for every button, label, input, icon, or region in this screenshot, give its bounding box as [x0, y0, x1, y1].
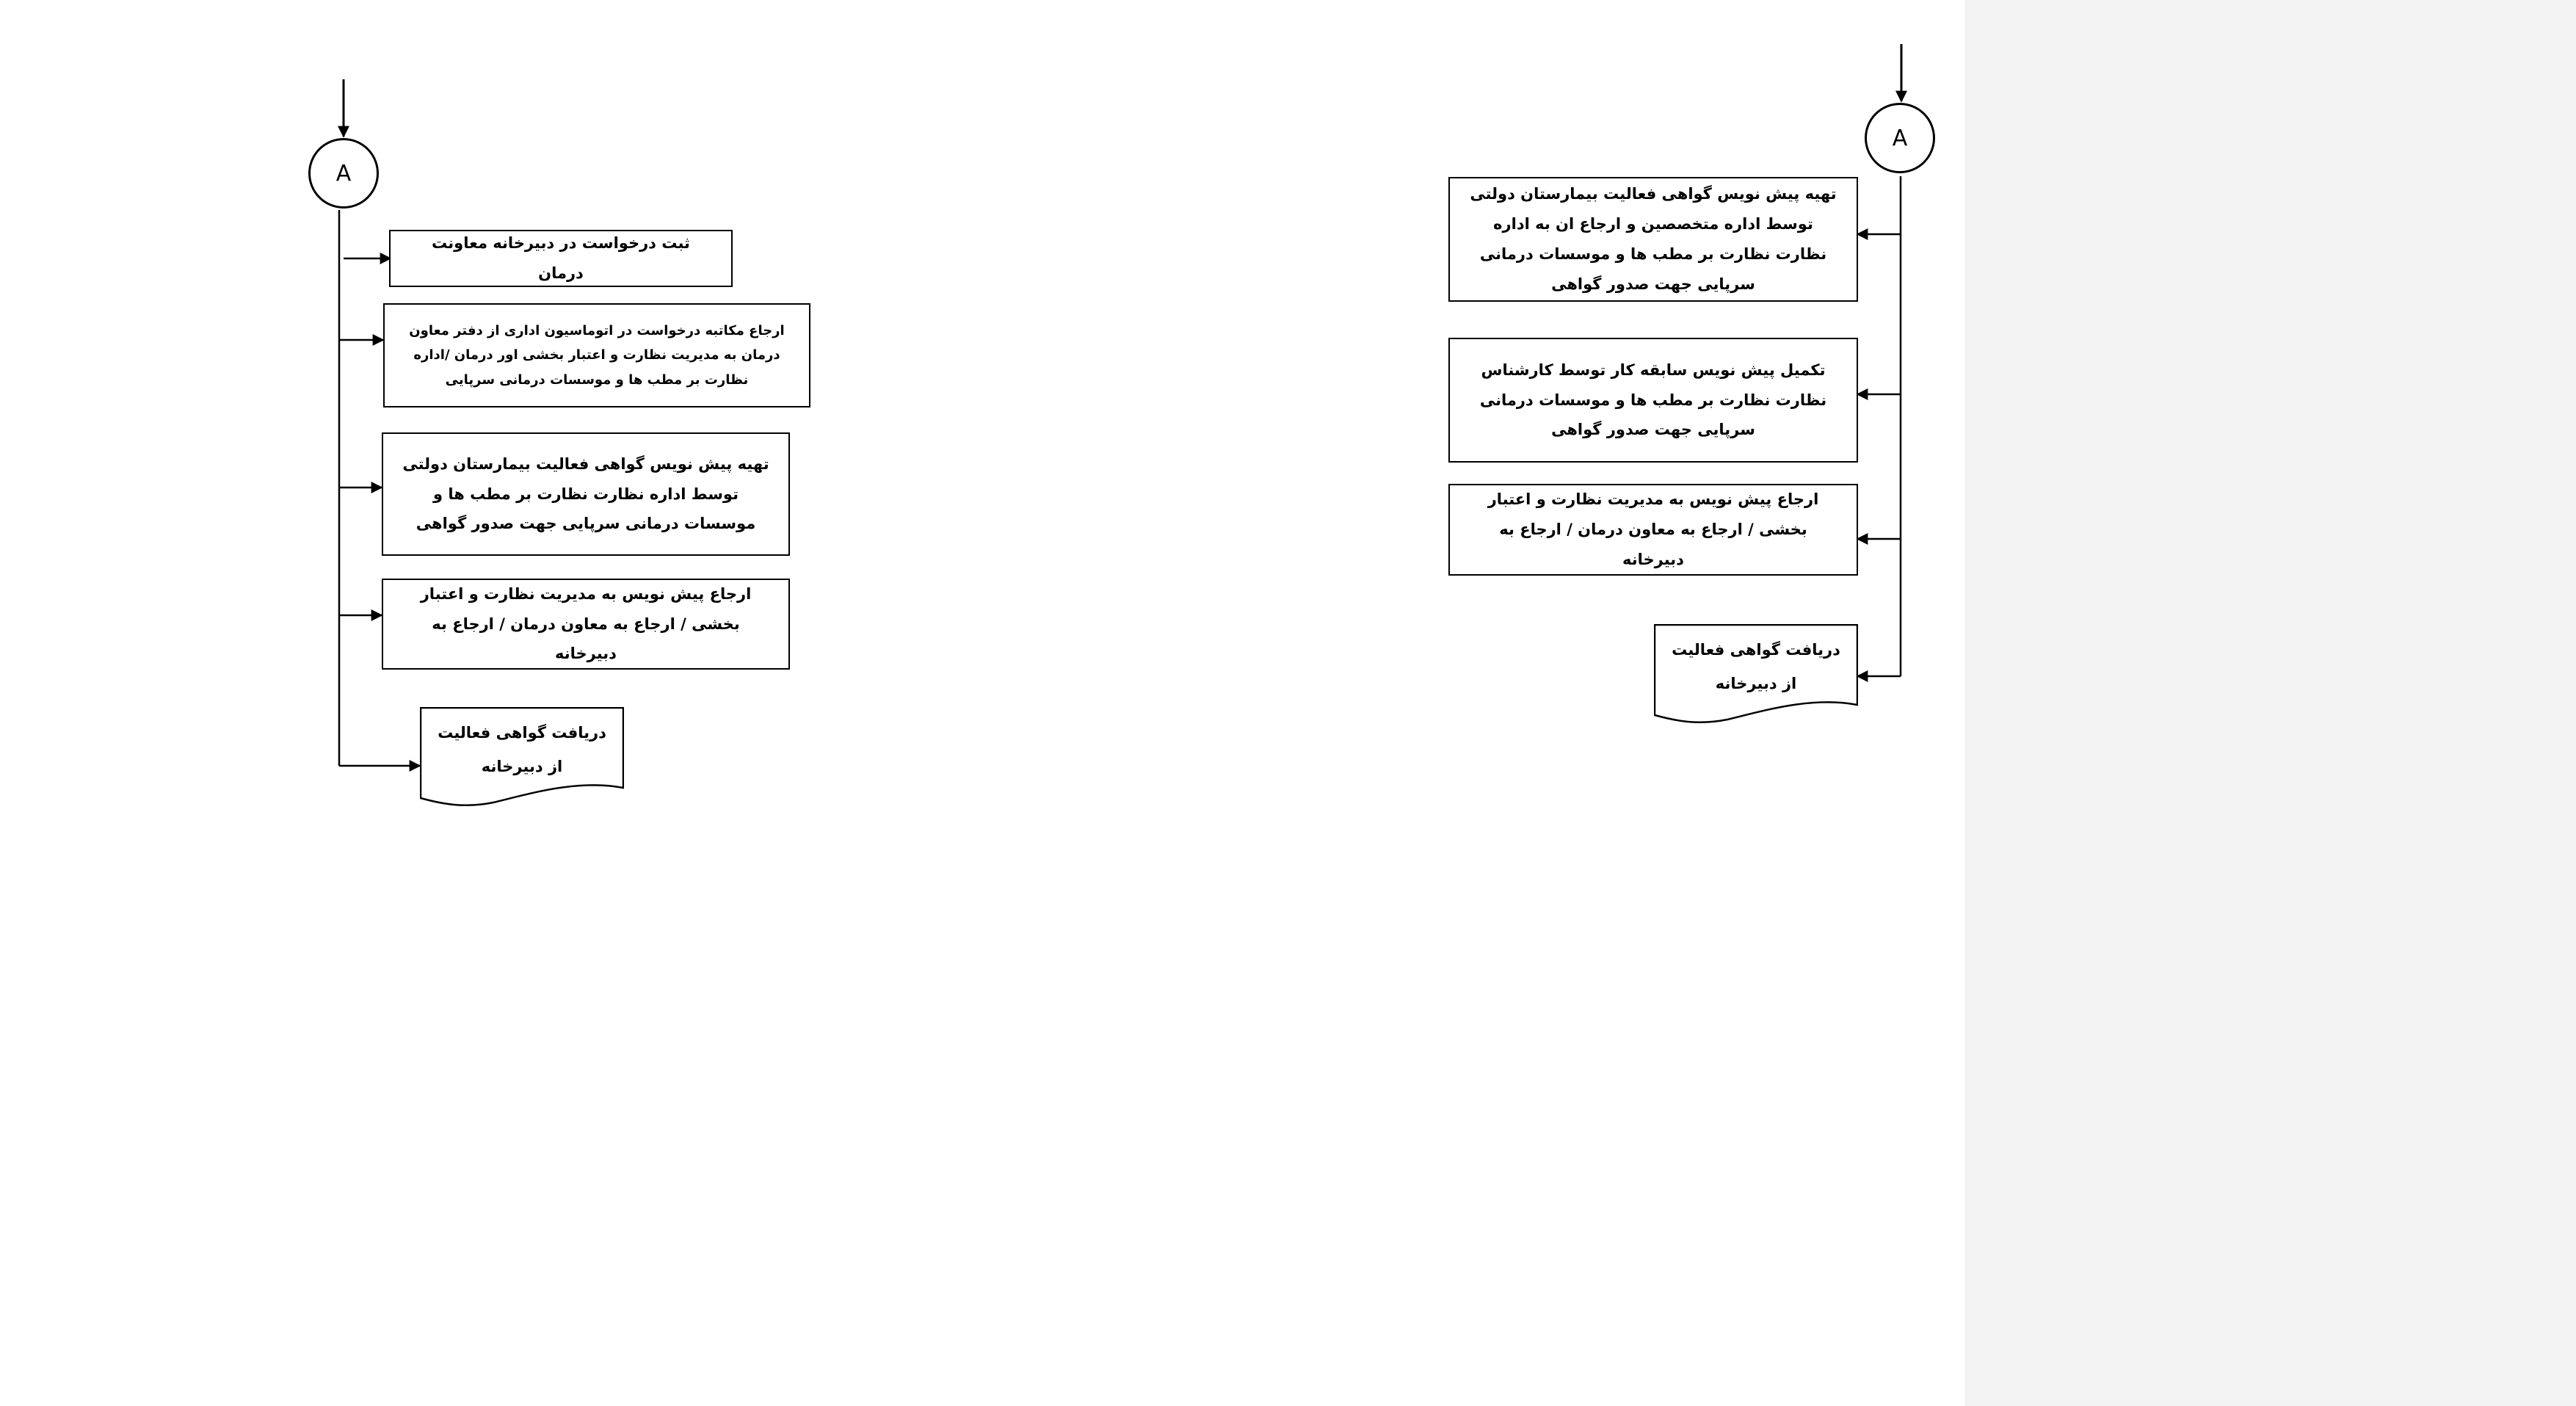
left-document [420, 707, 624, 807]
left-step-3-text: تهیه پیش نویس گواهی فعالیت بیمارستان دولتی توسط اداره نظارت نظارت بر مطب ها و موسسات درمانی سرپایی جهت صدور گواهی [402, 454, 769, 533]
right-step-3 [1448, 484, 1858, 576]
left-connector-label: A [335, 160, 352, 186]
left-step-3 [382, 432, 790, 556]
left-step-2-text: ارجاع مکاتبه درخواست در اتوماسیون اداری از دفتر معاون درمان به مدیریت نظارت و اعتبار بخشی اور درمان /اداره نظارت بر مطب ها و موسسات درمانی سرپایی [409, 323, 785, 388]
left-step-1 [389, 230, 733, 287]
left-connector-a [308, 138, 379, 209]
right-step-3-text: ارجاع پیش نویس به مدیریت نظارت و اعتبار بخشی / ارجاع به معاون درمان / ارجاع به دبیرخانه [1487, 490, 1819, 568]
left-step-2 [383, 303, 810, 407]
right-step-1-text: تهیه پیش نویس گواهی فعالیت بیمارستان دولتی توسط اداره متخصصین و ارجاع ان به اداره نظارت نظارت بر مطب ها و موسسات درمانی سرپایی جهت صدور گواهی [1470, 185, 1837, 293]
right-step-2 [1448, 338, 1858, 463]
left-step-4-text: ارجاع پیش نویس به مدیریت نظارت و اعتبار بخشی / ارجاع به معاون درمان / ارجاع به دبیرخانه [420, 584, 752, 663]
left-document-text: دریافت گواهی فعالیت از دبیرخانه [438, 724, 606, 776]
right-document-text: دریافت گواهی فعالیت از دبیرخانه [1672, 641, 1840, 693]
right-connector-label: A [1892, 125, 1908, 151]
right-step-1 [1448, 177, 1858, 302]
left-step-1-text: ثبت درخواست در دبیرخانه معاونت درمان [432, 234, 690, 282]
right-connector-a [1865, 103, 1935, 173]
right-step-2-text: تکمیل پیش نویس سابقه کار توسط کارشناس نظارت نظارت بر مطب ها و موسسات درمانی سرپایی جهت صدور گواهی [1479, 360, 1827, 439]
right-document [1654, 624, 1858, 724]
left-step-4 [382, 579, 790, 670]
